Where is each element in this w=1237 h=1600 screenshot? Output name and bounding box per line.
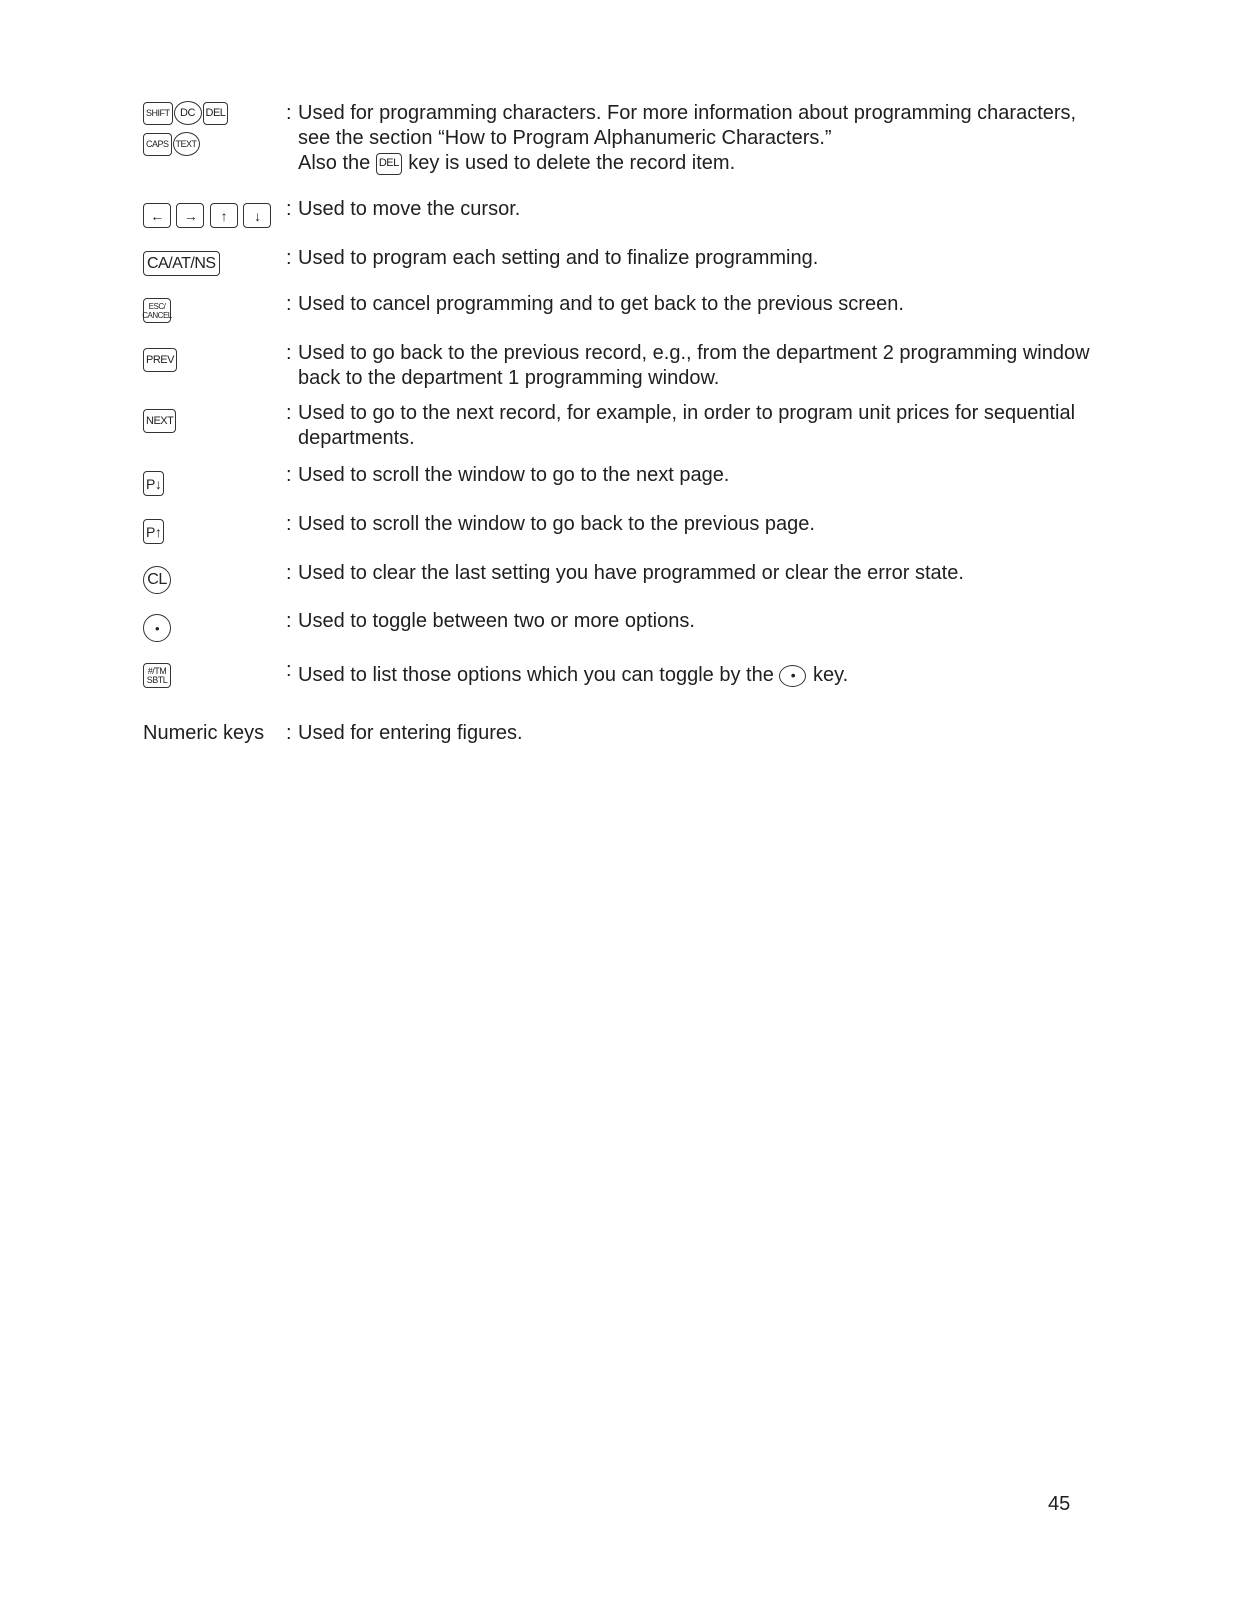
description-line: Used for entering figures. [298,722,523,744]
description-line: Used to go to the next record, for example, in order to program unit prices for sequential [298,402,1076,424]
key-group-character [143,101,283,156]
separator-colon: : [286,247,292,269]
separator-colon: : [286,610,292,632]
sbtl-key-line: SBTL [146,674,168,685]
down-arrow-key-icon: ↓ [243,203,271,228]
clear-key-icon: CL [143,566,171,594]
description-line [298,663,1087,688]
key-group-next [143,409,283,433]
caps-key-icon: CAPS [143,133,172,156]
separator-colon: : [286,722,292,744]
description-line: Used to toggle between two or more options. [298,610,695,632]
key-group-arrows [143,203,283,228]
description-line: Used to cancel programming and to get back to the previous screen. [298,293,904,315]
tm-key-line: #/TM [147,665,167,676]
ca-at-ns-key-icon: CA/AT/NS [143,251,220,276]
description-line: see the section “How to Program Alphanumeric Characters.” [298,127,832,149]
separator-colon: : [286,198,292,220]
cancel-key-line: CANCEL [142,310,172,320]
del-key-icon: DEL [203,102,229,125]
key-group-esc-cancel [143,298,283,323]
numeric-keys-label: Numeric keys [143,722,265,744]
page-down-key-icon: P↓ [143,471,164,496]
description-dot [298,609,1087,634]
description-numeric-keys [298,721,1087,746]
description-line: Used to scroll the window to go back to the previous page. [298,513,815,535]
key-group-numeric [143,721,283,746]
description-line: Used to clear the last setting you have programmed or clear the error state. [298,562,964,584]
page-up-key-icon: P↑ [143,519,164,544]
dc-key-icon: DC [174,101,202,125]
description-esc-cancel [298,292,1087,317]
description-page-down [298,463,1087,488]
description-tm-sbtl [298,663,1087,688]
separator-colon: : [286,464,292,486]
separator-colon: : [286,562,292,584]
up-arrow-key-icon: ↑ [210,203,238,228]
description-next [298,401,1087,451]
text-key-icon: TEXT [173,132,200,156]
key-group-clear [143,566,283,594]
description-ca-at-ns [298,246,1087,271]
separator-colon: : [286,659,292,681]
description-line: Used to scroll the window to go to the next page. [298,464,730,486]
page-number: 45 [1048,1493,1071,1515]
description-character-keys [298,101,1087,176]
shift-key-icon: SHIFT [143,102,173,125]
del-key-inline-icon: DEL [376,153,402,175]
key-group-dot [143,614,283,642]
description-line: departments. [298,427,415,449]
dot-key-inline-icon: • [779,665,806,687]
tm-sbtl-key-icon [143,663,171,688]
description-line: Used to move the cursor. [298,198,521,220]
description-clear [298,561,1087,586]
next-key-icon: NEXT [143,409,176,433]
prev-key-icon: PREV [143,348,177,372]
description-page-up [298,512,1087,537]
separator-colon: : [286,102,292,124]
description-line: Used to go back to the previous record, e.g., from the department 2 programming window [298,342,1090,364]
description-prev [298,341,1090,391]
separator-colon: : [286,402,292,424]
esc-cancel-key-icon [143,298,171,323]
separator-colon: : [286,513,292,535]
key-group-ca-at-ns [143,251,283,276]
text-key: key. [812,664,849,686]
text-list-options: Used to list those options which you can toggle by the [298,664,774,686]
separator-colon: : [286,293,292,315]
dot-key-icon: • [143,614,171,642]
separator-colon: : [286,342,292,364]
text-delete-record: key is used to delete the record item. [408,152,736,174]
description-line: back to the department 1 programming window. [298,367,720,389]
key-group-page-down [143,471,283,496]
description-arrow-keys [298,197,1087,222]
key-group-tm-sbtl [143,663,283,688]
key-group-page-up [143,519,283,544]
text-also-the: Also the [298,152,371,174]
left-arrow-key-icon: ← [143,203,171,228]
right-arrow-key-icon: → [176,203,204,228]
esc-key-line: ESC/ [148,301,166,311]
description-line [298,151,1087,176]
description-line: Used to program each setting and to finalize programming. [298,247,819,269]
description-line: Used for programming characters. For more information about programming characters, [298,102,1077,124]
key-group-prev [143,348,283,372]
